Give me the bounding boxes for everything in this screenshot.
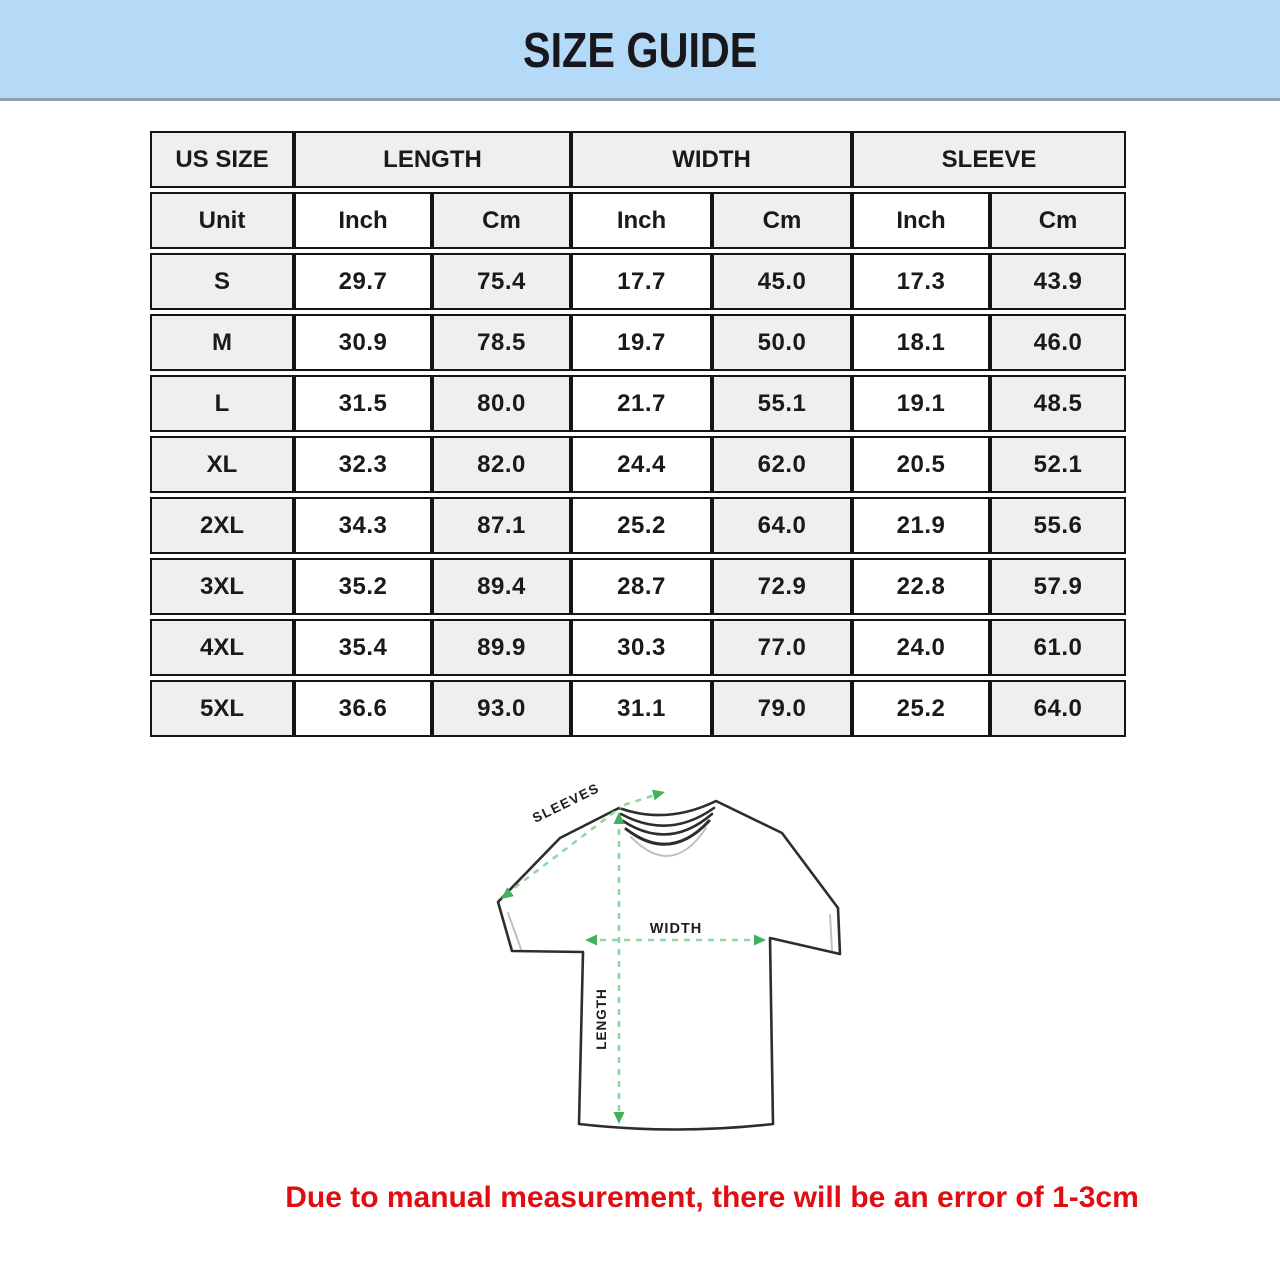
table-row-l — [150, 375, 1126, 432]
value-cell: 82.0 — [432, 436, 571, 493]
value-cell: 62.0 — [712, 436, 852, 493]
value-cell: 45.0 — [712, 253, 852, 310]
column-header-us-size: US SIZE — [150, 131, 294, 188]
value-cell: 22.8 — [852, 558, 990, 615]
value-cell: 87.1 — [432, 497, 571, 554]
value-cell: 46.0 — [990, 314, 1126, 371]
value-cell: 50.0 — [712, 314, 852, 371]
value-cell: 34.3 — [294, 497, 432, 554]
tshirt-outline — [498, 801, 840, 1130]
size-cell: 3XL — [150, 558, 294, 615]
size-cell: 2XL — [150, 497, 294, 554]
unit-cell: Cm — [432, 192, 571, 249]
unit-cell: Cm — [990, 192, 1126, 249]
value-cell: 31.1 — [571, 680, 712, 737]
value-cell: 89.9 — [432, 619, 571, 676]
group-header-row — [150, 131, 1126, 188]
column-header-sleeve: SLEEVE — [852, 131, 1126, 188]
value-cell: 21.7 — [571, 375, 712, 432]
length-label: LENGTH — [594, 988, 609, 1050]
value-cell: 55.1 — [712, 375, 852, 432]
sleeves-label: SLEEVES — [530, 780, 603, 826]
width-label: WIDTH — [649, 921, 703, 937]
value-cell: 36.6 — [294, 680, 432, 737]
value-cell: 93.0 — [432, 680, 571, 737]
page-title: SIZE GUIDE — [522, 21, 758, 77]
value-cell: 17.7 — [571, 253, 712, 310]
value-cell: 25.2 — [852, 680, 990, 737]
value-cell: 25.2 — [571, 497, 712, 554]
value-cell: 61.0 — [990, 619, 1126, 676]
column-header-length: LENGTH — [294, 131, 571, 188]
table-row-2xl — [150, 497, 1126, 554]
size-cell: 4XL — [150, 619, 294, 676]
size-table — [150, 127, 1126, 741]
table-row-5xl — [150, 680, 1126, 737]
value-cell: 79.0 — [712, 680, 852, 737]
table-row-s — [150, 253, 1126, 310]
value-cell: 31.5 — [294, 375, 432, 432]
size-table-container — [150, 127, 1280, 741]
unit-cell: Unit — [150, 192, 294, 249]
unit-header-row — [150, 192, 1126, 249]
size-cell: L — [150, 375, 294, 432]
unit-cell: Inch — [852, 192, 990, 249]
size-cell: 5XL — [150, 680, 294, 737]
value-cell: 17.3 — [852, 253, 990, 310]
value-cell: 78.5 — [432, 314, 571, 371]
value-cell: 30.9 — [294, 314, 432, 371]
size-cell: M — [150, 314, 294, 371]
size-cell: S — [150, 253, 294, 310]
unit-cell: Cm — [712, 192, 852, 249]
value-cell: 35.4 — [294, 619, 432, 676]
value-cell: 72.9 — [712, 558, 852, 615]
unit-cell: Inch — [571, 192, 712, 249]
value-cell: 75.4 — [432, 253, 571, 310]
value-cell: 55.6 — [990, 497, 1126, 554]
value-cell: 48.5 — [990, 375, 1126, 432]
value-cell: 52.1 — [990, 436, 1126, 493]
value-cell: 18.1 — [852, 314, 990, 371]
table-row-4xl — [150, 619, 1126, 676]
value-cell: 89.4 — [432, 558, 571, 615]
value-cell: 80.0 — [432, 375, 571, 432]
value-cell: 21.9 — [852, 497, 990, 554]
size-guide-banner — [0, 0, 1280, 101]
value-cell: 64.0 — [990, 680, 1126, 737]
value-cell: 30.3 — [571, 619, 712, 676]
value-cell: 29.7 — [294, 253, 432, 310]
value-cell: 64.0 — [712, 497, 852, 554]
value-cell: 35.2 — [294, 558, 432, 615]
table-row-m — [150, 314, 1126, 371]
measurement-disclaimer: Due to manual measurement, there will be an error of 1-3cm — [285, 1181, 1139, 1214]
tshirt-measurement-diagram — [480, 767, 880, 1167]
value-cell: 32.3 — [294, 436, 432, 493]
column-header-width: WIDTH — [571, 131, 852, 188]
value-cell: 43.9 — [990, 253, 1126, 310]
unit-cell: Inch — [294, 192, 432, 249]
value-cell: 20.5 — [852, 436, 990, 493]
value-cell: 28.7 — [571, 558, 712, 615]
table-row-xl — [150, 436, 1126, 493]
value-cell: 77.0 — [712, 619, 852, 676]
size-cell: XL — [150, 436, 294, 493]
value-cell: 19.7 — [571, 314, 712, 371]
value-cell: 57.9 — [990, 558, 1126, 615]
value-cell: 19.1 — [852, 375, 990, 432]
value-cell: 24.0 — [852, 619, 990, 676]
value-cell: 24.4 — [571, 436, 712, 493]
table-row-3xl — [150, 558, 1126, 615]
tshirt-diagram-svg — [480, 767, 880, 1167]
